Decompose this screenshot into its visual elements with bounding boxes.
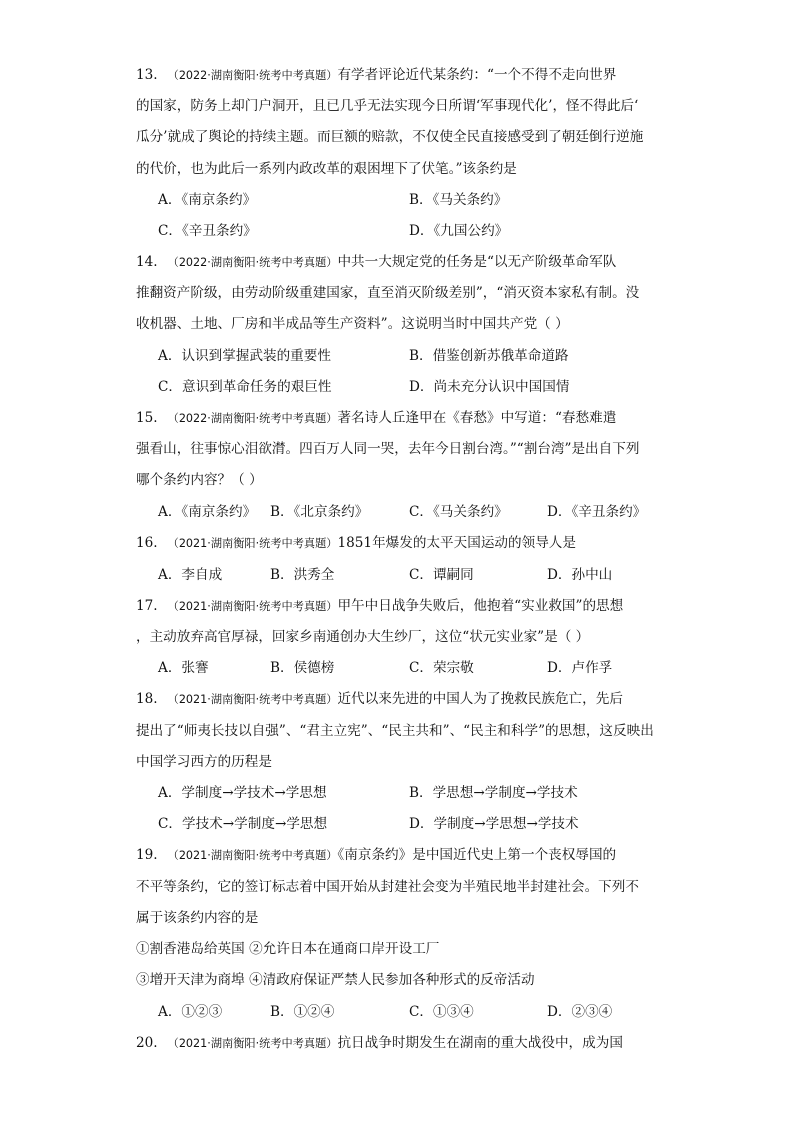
question-source: （2022·湖南衡阳·统考中考真题） [167, 69, 338, 82]
option-text: 卢作孚 [571, 660, 613, 676]
question-19-line-3: 属于该条约内容的是 [136, 910, 259, 926]
option-text: 洪秀全 [293, 567, 335, 583]
option-a [158, 503, 256, 521]
option-text: 《马关条约》 [432, 192, 508, 208]
option-c [409, 659, 474, 677]
question-number: 16. [136, 535, 158, 551]
question-number: 20. [136, 1035, 158, 1051]
option-label: B． [270, 1004, 294, 1020]
option-label: B． [409, 192, 433, 208]
option-label: D． [409, 379, 434, 395]
option-label: A． [158, 567, 182, 583]
question-source: （2021·湖南衡阳·统考中考真题） [167, 1037, 338, 1050]
option-text: 孙中山 [571, 567, 613, 583]
question-17-line-2: ，主动放弃高官厚禄，回家乡南通创办大生纱厂，这位“状元实业家”是（ ） [136, 629, 590, 645]
question-15-line-3: 哪个条约内容？（ ） [136, 472, 263, 488]
question-14-line-1 [136, 253, 661, 272]
option-text: 《九国公约》 [433, 223, 509, 239]
option-text: 侯德榜 [293, 660, 335, 676]
option-text: 认识到掌握武装的重要性 [181, 348, 331, 364]
question-13-line-4: 的代价，也为此后一系列内政改革的艰困埋下了伏笔。”该条约是 [136, 161, 517, 177]
question-15-line-1 [136, 409, 661, 428]
option-b [409, 784, 578, 802]
option-label: A． [158, 785, 182, 801]
option-b [270, 566, 334, 584]
question-14-line-3: 收机器、土地、厂房和半成品等生产资料”。这说明当时中国共产党（ ） [136, 316, 569, 332]
option-c [158, 222, 257, 240]
question-19-line-5: ③增开天津为商埠 ④清政府保证严禁人民参加各种形式的反帝活动 [136, 972, 535, 988]
question-text: 《南京条约》是中国近代史上第一个丧权辱国的 [337, 847, 617, 863]
question-source: （2021·湖南衡阳·统考中考真题） [167, 600, 338, 613]
option-text: 学制度→学技术→学思想 [181, 785, 327, 801]
option-d [547, 503, 646, 521]
question-19-line-4: ①割香港岛给英国 ②允许日本在通商口岸开设工厂 [136, 941, 440, 957]
option-label: A． [158, 192, 182, 208]
option-b [270, 503, 368, 521]
option-text: 尚未充分认识中国国情 [433, 379, 570, 395]
option-c [409, 1003, 474, 1021]
option-label: B． [270, 660, 294, 676]
option-d [409, 378, 569, 396]
question-text: 1851年爆发的太平天国运动的领导人是 [337, 535, 576, 551]
option-text: 《辛丑条约》 [571, 504, 647, 520]
option-label: C． [158, 223, 182, 239]
option-label: D． [409, 816, 434, 832]
question-number: 18. [136, 691, 158, 707]
question-text: 中共一大规定党的任务是“以无产阶级革命军队 [337, 254, 617, 270]
option-label: A． [158, 660, 182, 676]
option-text: 谭嗣同 [433, 567, 474, 583]
option-label: B． [270, 504, 294, 520]
option-d [547, 659, 612, 677]
option-label: B． [270, 567, 294, 583]
option-a [158, 1003, 222, 1021]
question-13-line-1 [136, 66, 661, 85]
question-number: 13. [136, 67, 158, 83]
option-label: D． [409, 223, 434, 239]
option-b [409, 347, 569, 365]
question-13-line-3: 瓜分’就成了舆论的持续主题。而巨额的赔款，不仅使全民直接感受到了朝廷倒行逆施 [136, 129, 644, 145]
option-text: ①③④ [433, 1004, 474, 1020]
question-number: 17. [136, 598, 158, 614]
option-label: C． [409, 1004, 433, 1020]
option-label: B． [409, 785, 433, 801]
option-text: 借鉴创新苏俄革命道路 [432, 348, 569, 364]
question-source: （2022·湖南衡阳·统考中考真题） [167, 412, 338, 425]
option-label: A． [158, 504, 182, 520]
option-label: C． [409, 567, 433, 583]
option-text: 李自成 [181, 567, 223, 583]
option-label: D． [547, 1004, 572, 1020]
option-a [158, 784, 327, 802]
option-text: 《辛丑条约》 [182, 223, 257, 239]
option-b [409, 191, 507, 209]
option-label: D． [547, 567, 572, 583]
option-text: 荣宗敬 [433, 660, 474, 676]
question-16-line-1 [136, 534, 661, 553]
question-18-line-2: 提出了“师夷长技以自强”、“君主立宪”、“民主共和”、“民主和科学”的思想，这反映出 [136, 723, 654, 739]
option-label: B． [409, 348, 433, 364]
question-text: 有学者评论近代某条约：“一个不得不走向世界 [337, 67, 617, 83]
option-c [409, 566, 474, 584]
question-text: 抗日战争时期发生在湖南的重大战役中，成为国 [337, 1035, 623, 1051]
question-19-line-2: 不平等条约，它的签订标志着中国开始从封建社会变为半殖民地半封建社会。下列不 [136, 879, 639, 895]
option-label: D． [547, 660, 572, 676]
question-20-line-1 [136, 1034, 661, 1053]
question-18-line-3: 中国学习西方的历程是 [136, 754, 272, 770]
question-source: （2022·湖南衡阳·统考中考真题） [167, 256, 338, 269]
question-source: （2021·湖南衡阳·统考中考真题） [167, 849, 338, 862]
option-text: 意识到革命任务的艰巨性 [182, 379, 332, 395]
option-a [158, 659, 209, 677]
option-d [547, 566, 612, 584]
option-text: 学技术→学制度→学思想 [182, 816, 328, 832]
option-c [158, 378, 332, 396]
option-text: ②③④ [571, 1004, 613, 1020]
option-b [270, 659, 334, 677]
question-text: 近代以来先进的中国人为了挽救民族危亡，先后 [337, 691, 623, 707]
option-label: C． [409, 504, 433, 520]
question-source: （2021·湖南衡阳·统考中考真题） [167, 537, 338, 550]
option-label: D． [547, 504, 572, 520]
option-c [409, 503, 508, 521]
question-19-line-1 [136, 846, 661, 865]
question-text: 著名诗人丘逢甲在《春愁》中写道：“春愁难遣 [337, 410, 617, 426]
option-text: ①②③ [181, 1004, 223, 1020]
question-14-line-2: 推翻资产阶级，由劳动阶级重建国家，直至消灭阶级差别”，“消灭资本家私有制。没 [136, 285, 640, 301]
option-a [158, 347, 331, 365]
question-number: 15. [136, 410, 158, 426]
option-text: 张謇 [181, 660, 209, 676]
option-text: 学思想→学制度→学技术 [432, 785, 578, 801]
option-text: 《北京条约》 [293, 504, 369, 520]
option-label: A． [158, 348, 182, 364]
option-a [158, 566, 222, 584]
option-text: 学制度→学思想→学技术 [433, 816, 579, 832]
question-text: 甲午中日战争失败后，他抱着“实业救国”的思想 [337, 598, 624, 614]
question-number: 14. [136, 254, 158, 270]
option-d [409, 815, 579, 833]
option-label: A． [158, 1004, 182, 1020]
option-text: 《马关条约》 [433, 504, 508, 520]
option-label: C． [158, 816, 182, 832]
question-17-line-1 [136, 597, 661, 616]
question-13-line-2: 的国家，防务上却门户洞开，且已几乎无法实现今日所谓‘军事现代化’，怪不得此后‘ [136, 98, 639, 114]
option-d [409, 222, 508, 240]
question-18-line-1 [136, 690, 661, 709]
option-c [158, 815, 327, 833]
option-text: 《南京条约》 [181, 192, 257, 208]
option-label: C． [409, 660, 433, 676]
option-text: 《南京条约》 [181, 504, 257, 520]
option-a [158, 191, 256, 209]
question-number: 19. [136, 847, 158, 863]
question-15-line-2: 强看山，往事惊心泪欲潸。四百万人同一哭，去年今日割台湾。”“割台湾”是出自下列 [136, 441, 640, 457]
option-b [270, 1003, 334, 1021]
option-d [547, 1003, 612, 1021]
question-source: （2021·湖南衡阳·统考中考真题） [167, 693, 338, 706]
option-label: C． [158, 379, 182, 395]
option-text: ①②④ [293, 1004, 335, 1020]
